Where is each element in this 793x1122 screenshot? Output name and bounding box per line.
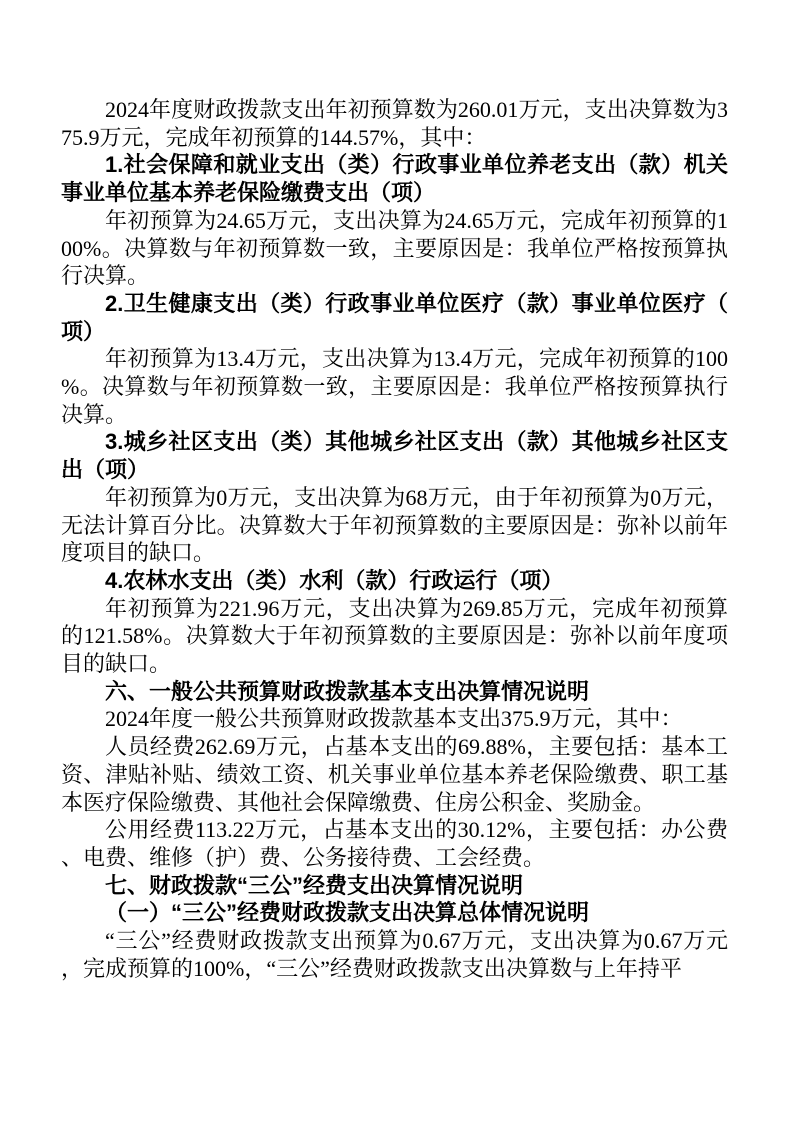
section-heading: 1.社会保障和就业支出（类）行政事业单位养老支出（款）机关事业单位基本养老保险缴费支出（项） — [61, 152, 728, 206]
paragraph: 年初预算为0万元，支出决算为68万元，由于年初预算为0万元，无法计算百分比。决算数大于年初预算数的主要原因是：弥补以前年度项目的缺口。 — [61, 484, 728, 566]
paragraph: 2024年度一般公共预算财政拨款基本支出375.9万元，其中： — [105, 706, 683, 732]
paragraph: 2024年度财政拨款支出年初预算数为260.01万元，支出决算数为375.9万元，完成年初预算的144.57%，其中： — [61, 97, 728, 150]
section-heading: （一）“三公”经费财政拨款支出决算总体情况说明 — [105, 900, 590, 926]
section-heading: 六、一般公共预算财政拨款基本支出决算情况说明 — [105, 678, 590, 704]
paragraph: 公用经费113.22万元，占基本支出的30.12%，主要包括：办公费、电费、维修（护）费、公务接待费、工会经费。 — [61, 817, 728, 870]
paragraph: 年初预算为24.65万元，支出决算为24.65万元，完成年初预算的100%。决算数与年初预算数一致，主要原因是：我单位严格按预算执行决算。 — [61, 207, 728, 289]
section-heading: 3.城乡社区支出（类）其他城乡社区支出（款）其他城乡社区支出（项） — [61, 429, 728, 483]
section-heading: 4.农林水支出（类）水利（款）行政运行（项） — [105, 567, 564, 593]
document-body — [61, 96, 728, 983]
paragraph: “三公”经费财政拨款支出预算为0.67万元，支出决算为0.67万元，完成预算的100%，“三公”经费财政拨款支出决算数与上年持平 — [61, 928, 728, 981]
paragraph: 年初预算为13.4万元，支出决算为13.4万元，完成年初预算的100%。决算数与年初预算数一致，主要原因是：我单位严格按预算执行决算。 — [61, 346, 728, 427]
paragraph: 人员经费262.69万元，占基本支出的69.88%，主要包括：基本工资、津贴补贴、绩效工资、机关事业单位基本养老保险缴费、职工基本医疗保险缴费、其他社会保障缴费、住房公积金、奖励金。 — [61, 734, 728, 815]
paragraph: 年初预算为221.96万元，支出决算为269.85万元，完成年初预算的121.58%。决算数大于年初预算数的主要原因是：弥补以前年度项目的缺口。 — [61, 595, 728, 677]
section-heading: 2.卫生健康支出（类）行政事业单位医疗（款）事业单位医疗（项） — [61, 290, 728, 344]
section-heading: 七、财政拨款“三公”经费支出决算情况说明 — [105, 872, 524, 898]
